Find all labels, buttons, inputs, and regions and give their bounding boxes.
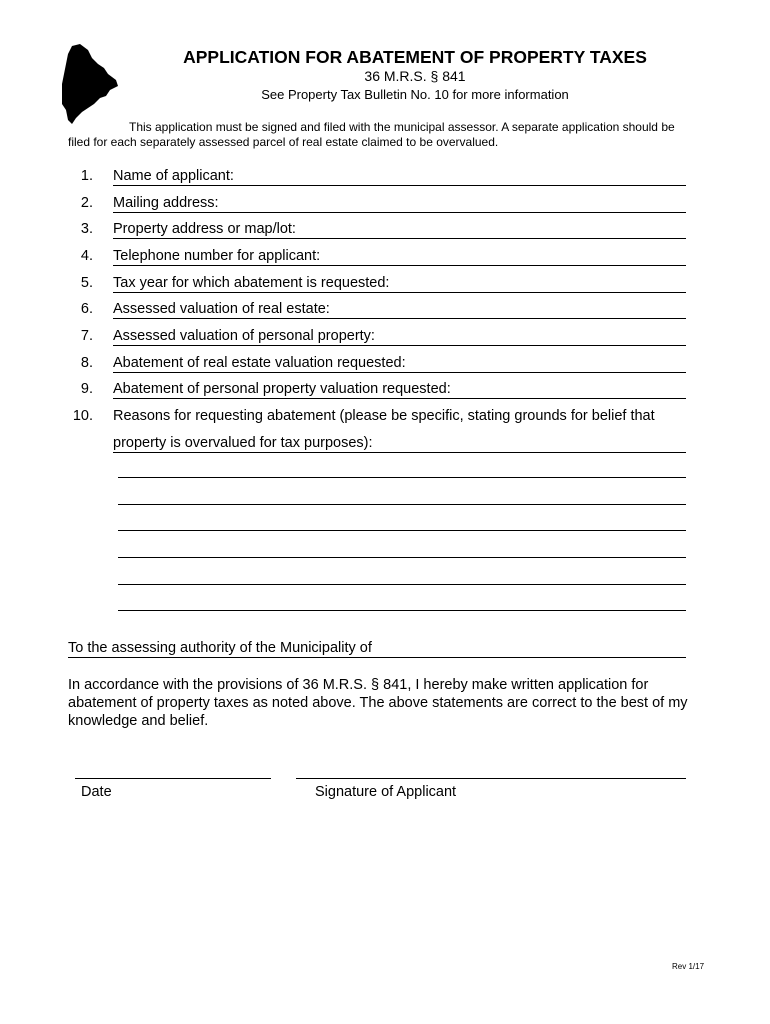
reasons-blank-line[interactable] [118, 504, 686, 505]
mailing-address-field[interactable] [113, 212, 686, 213]
reasons-blank-line[interactable] [118, 477, 686, 478]
item-label: Property address or map/lot: [113, 221, 299, 237]
date-label: Date [81, 784, 112, 800]
form-row-telephone [68, 248, 686, 268]
personal-property-valuation-field[interactable] [113, 345, 686, 346]
municipality-row [68, 640, 686, 660]
statute-reference: 36 M.R.S. § 841 [364, 68, 466, 84]
intro-instructions: This application must be signed and filed with the municipal assessor. A separate application should be filed for each separately assessed parcel of real estate claimed to be overvalued. [68, 120, 675, 149]
item-number: 8. [80, 355, 93, 371]
form-row-personal-property-valuation [68, 328, 686, 348]
reasons-blank-line[interactable] [118, 584, 686, 585]
item-number: 6. [80, 301, 93, 317]
reasons-blank-line[interactable] [118, 610, 686, 611]
tax-year-field[interactable] [113, 292, 686, 293]
item-label: Mailing address: [113, 195, 222, 211]
form-row-tax-year [68, 275, 686, 295]
item-number: 9. [80, 381, 93, 397]
form-row-reasons [68, 408, 686, 428]
municipality-field[interactable] [68, 657, 686, 658]
applicant-name-field[interactable] [113, 185, 686, 186]
reasons-field[interactable] [113, 452, 686, 453]
real-estate-abatement-field[interactable] [113, 372, 686, 373]
personal-property-abatement-field[interactable] [113, 398, 686, 399]
attestation-statement: In accordance with the provisions of 36 M.R.S. § 841, I hereby make written application for abatement of property taxes as noted above. The above statements are correct to the best of my knowledge and belief. [68, 677, 688, 729]
form-row-real-estate-valuation [68, 301, 686, 321]
item-number: 5. [80, 275, 93, 291]
municipality-label: To the assessing authority of the Municipality of [68, 640, 375, 656]
reasons-blank-line[interactable] [118, 530, 686, 531]
form-row-property [68, 221, 686, 241]
reasons-blank-line[interactable] [118, 557, 686, 558]
property-address-field[interactable] [113, 238, 686, 239]
item-label: Telephone number for applicant: [113, 248, 323, 264]
item-number: 4. [80, 248, 93, 264]
item-label: property is overvalued for tax purposes): [113, 435, 376, 451]
item-label: Reasons for requesting abatement (please be specific, stating grounds for belief that [113, 408, 658, 424]
form-row-reasons-continued [68, 435, 686, 455]
signature-label: Signature of Applicant [315, 784, 457, 800]
item-label: Assessed valuation of real estate: [113, 301, 333, 317]
item-number: 7. [80, 328, 93, 344]
form-row-name [68, 168, 686, 188]
item-label: Abatement of real estate valuation requested: [113, 355, 409, 371]
form-title: APPLICATION FOR ABATEMENT OF PROPERTY TAXES [183, 47, 647, 67]
form-row-personal-property-abatement [68, 381, 686, 401]
form-row-mailing [68, 195, 686, 215]
telephone-field[interactable] [113, 265, 686, 266]
item-number: 10. [72, 408, 93, 424]
date-line[interactable] [75, 778, 271, 779]
real-estate-valuation-field[interactable] [113, 318, 686, 319]
signature-line[interactable] [296, 778, 686, 779]
bulletin-reference: See Property Tax Bulletin No. 10 for more information [261, 87, 569, 102]
item-number: 3. [80, 221, 93, 237]
item-number: 2. [80, 195, 93, 211]
item-number: 1. [80, 168, 93, 184]
item-label: Abatement of personal property valuation requested: [113, 381, 454, 397]
item-label: Tax year for which abatement is requested: [113, 275, 392, 291]
item-label: Name of applicant: [113, 168, 237, 184]
form-row-real-estate-abatement [68, 355, 686, 375]
revision-label: Rev 1/17 [672, 962, 705, 971]
item-label: Assessed valuation of personal property: [113, 328, 378, 344]
